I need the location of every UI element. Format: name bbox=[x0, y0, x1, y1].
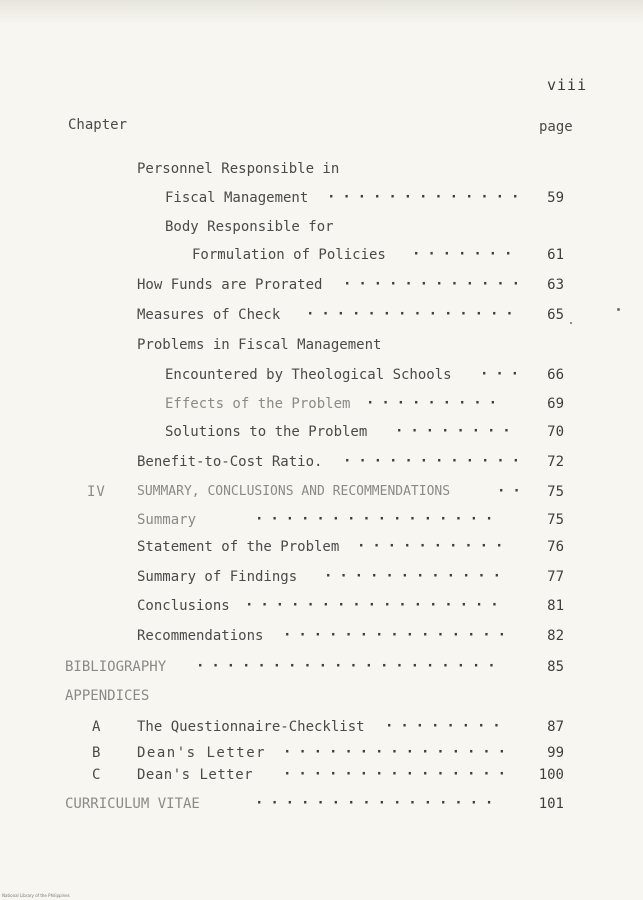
toc-entry bbox=[0, 568, 643, 586]
toc-entry bbox=[0, 189, 643, 207]
toc-entry-page: 69 bbox=[547, 396, 564, 412]
dot-leader: ········· bbox=[366, 395, 504, 411]
toc-entry-title: How Funds are Prorated bbox=[137, 277, 323, 293]
toc-entry-title: Personnel Responsible in bbox=[137, 161, 340, 177]
toc-entry-title: BIBLIOGRAPHY bbox=[65, 659, 167, 675]
toc-entry-page: 76 bbox=[547, 539, 564, 555]
dot-leader: ············ bbox=[343, 453, 527, 469]
toc-entry-page: 59 bbox=[547, 190, 564, 206]
dot-leader: ·· bbox=[497, 483, 528, 499]
appendix-letter: B bbox=[92, 745, 101, 761]
toc-entry-page: 66 bbox=[547, 367, 564, 383]
page-column-header: page bbox=[539, 119, 573, 135]
toc-entry-page: 99 bbox=[547, 745, 564, 761]
toc-entry-page: 77 bbox=[547, 569, 564, 585]
toc-entry-title: Formulation of Policies bbox=[192, 247, 386, 263]
dot-leader: ···················· bbox=[196, 658, 503, 674]
dot-leader: ············ bbox=[324, 568, 508, 584]
scan-shading bbox=[0, 0, 643, 24]
appendix-letter: A bbox=[92, 719, 101, 735]
toc-entry-page: 81 bbox=[547, 598, 564, 614]
toc-entry-title: Statement of the Problem bbox=[137, 539, 340, 555]
toc-entry-title: CURRICULUM VITAE bbox=[65, 796, 200, 812]
toc-entry-title: Fiscal Management bbox=[165, 190, 309, 206]
toc-entry bbox=[0, 483, 643, 501]
dot-leader: ············ bbox=[343, 276, 527, 292]
toc-entry-title: Measures of Check bbox=[137, 307, 281, 323]
dot-leader: ········ bbox=[395, 423, 518, 439]
toc-entry bbox=[0, 423, 643, 441]
toc-entry-title: Dean's Letter bbox=[137, 767, 254, 783]
toc-entry-page: 75 bbox=[547, 512, 564, 528]
toc-entry-page: 75 bbox=[547, 484, 564, 500]
toc-entry-title: Solutions to the Problem bbox=[165, 424, 368, 440]
toc-entry bbox=[0, 306, 643, 324]
toc-entry-page: 85 bbox=[547, 659, 564, 675]
archive-footer-note: National Library of the Philippines bbox=[2, 893, 70, 898]
toc-entry-title: Benefit-to-Cost Ratio. bbox=[137, 454, 323, 470]
dot-leader: ······· bbox=[412, 246, 520, 262]
toc-entry bbox=[0, 453, 643, 471]
toc-entry bbox=[0, 627, 643, 645]
toc-entry-title: The Questionnaire-Checklist bbox=[137, 719, 365, 735]
appendix-letter: C bbox=[92, 767, 101, 783]
toc-entry-title: APPENDICES bbox=[65, 688, 150, 704]
toc-entry-title: Effects of the Problem bbox=[165, 396, 351, 412]
toc-entry bbox=[0, 744, 643, 762]
toc-entry bbox=[0, 597, 643, 615]
toc-entry bbox=[0, 160, 643, 178]
toc-entry-title: Dean's Letter bbox=[137, 745, 267, 761]
toc-entry-title: Summary of Findings bbox=[137, 569, 298, 585]
toc-entry-page: 61 bbox=[547, 247, 564, 263]
toc-entry-title: Encountered by Theological Schools bbox=[165, 367, 452, 383]
dot-leader: ·············· bbox=[306, 306, 521, 322]
dot-leader: ··············· bbox=[283, 627, 513, 643]
dot-leader: ··············· bbox=[283, 744, 513, 760]
toc-entry-title: Conclusions bbox=[137, 598, 230, 614]
dot-leader: ················· bbox=[245, 597, 506, 613]
toc-entry-title: Recommendations bbox=[137, 628, 264, 644]
dot-leader: ··· bbox=[480, 366, 526, 382]
toc-entry-page: 82 bbox=[547, 628, 564, 644]
toc-entry bbox=[0, 276, 643, 294]
toc-entry-page: 70 bbox=[547, 424, 564, 440]
toc-chapter-number: IV bbox=[87, 484, 106, 500]
toc-entry-page: 65 bbox=[547, 307, 564, 323]
page-number: viii bbox=[547, 76, 588, 94]
toc-entry-page: 87 bbox=[547, 719, 564, 735]
toc-entry-page: 72 bbox=[547, 454, 564, 470]
toc-entry bbox=[0, 658, 643, 676]
toc-entry bbox=[0, 336, 643, 354]
toc-entry-title: Summary bbox=[137, 512, 197, 528]
toc-entry bbox=[0, 218, 643, 236]
dot-leader: ·········· bbox=[357, 538, 511, 554]
ink-speck bbox=[570, 322, 572, 324]
toc-entry-title: Problems in Fiscal Management bbox=[137, 337, 382, 353]
dot-leader: ············· bbox=[327, 189, 527, 205]
toc-entry bbox=[0, 511, 643, 529]
toc-entry bbox=[0, 366, 643, 384]
toc-entry bbox=[0, 687, 643, 705]
toc-entry bbox=[0, 766, 643, 784]
toc-entry bbox=[0, 718, 643, 736]
dot-leader: ················ bbox=[255, 511, 501, 527]
toc-entry bbox=[0, 795, 643, 813]
toc-entry-page: 63 bbox=[547, 277, 564, 293]
toc-entry bbox=[0, 395, 643, 413]
toc-entry bbox=[0, 246, 643, 264]
toc-entry-title: SUMMARY, CONCLUSIONS AND RECOMMENDATIONS bbox=[137, 484, 451, 499]
dot-leader: ················ bbox=[255, 795, 501, 811]
dot-leader: ··············· bbox=[283, 766, 513, 782]
toc-entry-page: 100 bbox=[538, 767, 564, 783]
dot-leader: ········ bbox=[385, 718, 508, 734]
ink-speck bbox=[617, 308, 620, 311]
toc-entry-title: Body Responsible for bbox=[165, 219, 334, 235]
toc-entry bbox=[0, 538, 643, 556]
chapter-column-header: Chapter bbox=[68, 117, 128, 133]
toc-entry-page: 101 bbox=[538, 796, 564, 812]
